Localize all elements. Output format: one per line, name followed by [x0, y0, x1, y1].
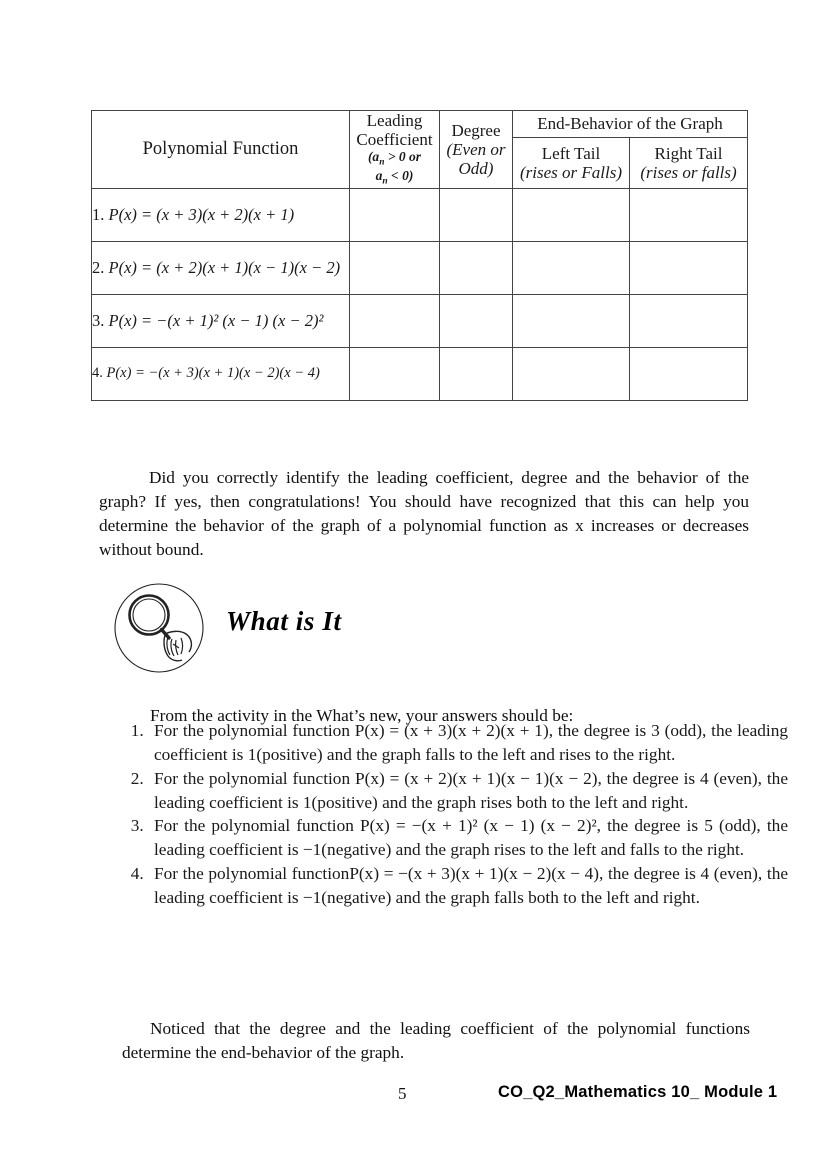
paragraph-noticed: Noticed that the degree and the leading coefficient of the polynomial functions determine the end-behavior of the graph. — [122, 1019, 750, 1063]
header-right-tail-main: Right Tail — [654, 143, 723, 163]
row-3-function — [92, 294, 350, 347]
header-right-tail-note: (rises or falls) — [640, 162, 737, 182]
list-item: 1. For the polynomial function P(x) = (x + 3)(x + 2)(x + 1), the degree is 3 (odd), the leading coefficient is 1(positive) and the graph falls to the left and rises to the right. — [148, 719, 788, 767]
row-1-right-tail-input[interactable] — [630, 188, 748, 241]
header-degree-note: (Even or Odd) — [446, 139, 506, 178]
header-degree-main: Degree — [451, 120, 501, 140]
row-2-degree-input[interactable] — [440, 241, 513, 294]
header-leading-coefficient-note — [350, 149, 439, 168]
row-4-right-tail-input[interactable] — [630, 347, 748, 400]
paragraph-from-activity: From the activity in the What’s new, your answers should be: — [150, 706, 574, 726]
note-a-lt: < 0) — [387, 168, 414, 184]
row-3-leading-coefficient-input[interactable] — [350, 294, 440, 347]
row-2-number: 2. — [92, 257, 105, 277]
header-end-behavior: End-Behavior of the Graph — [513, 111, 748, 138]
list-item: 3. For the polynomial function P(x) = −(x + 1)² (x − 1) (x − 2)², the degree is 5 (odd), the leading coefficient is −1(negative) and the graph rises to the left and falls to the right. — [148, 814, 788, 862]
header-polynomial-function: Polynomial Function — [92, 111, 350, 189]
row-1-number: 1. — [92, 204, 105, 224]
row-3-left-tail-input[interactable] — [513, 294, 630, 347]
magnifying-glass-hand-icon — [113, 582, 205, 674]
table-header-row-1 — [92, 111, 748, 138]
row-2-leading-coefficient-input[interactable] — [350, 241, 440, 294]
row-4-left-tail-input[interactable] — [513, 347, 630, 400]
header-leading-coefficient-main: Leading Coefficient — [356, 111, 433, 150]
row-2-left-tail-input[interactable] — [513, 241, 630, 294]
header-degree — [440, 111, 513, 189]
header-left-tail — [513, 137, 630, 188]
row-3-number: 3. — [92, 310, 105, 330]
what-is-it-section-header — [113, 582, 513, 682]
row-2-expression: P(x) = (x + 2)(x + 1)(x − 1)(x − 2) — [108, 257, 341, 277]
polynomial-table-wrapper — [91, 110, 747, 401]
note-subscript-1: n — [379, 157, 385, 168]
note-a-gt: > 0 or — [384, 149, 422, 165]
row-3-right-tail-input[interactable] — [630, 294, 748, 347]
what-is-it-title: What is It — [226, 606, 342, 636]
list-item: 2. For the polynomial function P(x) = (x + 2)(x + 1)(x − 1)(x − 2), the degree is 4 (even), the leading coefficient is 1(positive) and the graph rises both to the left and right. — [148, 767, 788, 815]
table-row — [92, 241, 748, 294]
table-row — [92, 188, 748, 241]
header-left-tail-note: (rises or Falls) — [520, 162, 622, 182]
row-4-degree-input[interactable] — [440, 347, 513, 400]
row-1-leading-coefficient-input[interactable] — [350, 188, 440, 241]
header-right-tail — [630, 137, 748, 188]
row-4-expression: P(x) = −(x + 3)(x + 1)(x − 2)(x − 4) — [106, 365, 320, 382]
row-1-degree-input[interactable] — [440, 188, 513, 241]
footer-module-label: CO_Q2_Mathematics 10_ Module 1 — [498, 1083, 778, 1101]
row-3-expression: P(x) = −(x + 1)² (x − 1) (x − 2)² — [108, 310, 324, 330]
polynomial-table — [91, 110, 748, 401]
note-a-open: (a — [367, 149, 380, 165]
answers-list — [122, 719, 788, 910]
header-left-tail-main: Left Tail — [541, 143, 601, 163]
note-subscript-2: n — [382, 177, 388, 188]
table-row — [92, 294, 748, 347]
row-1-left-tail-input[interactable] — [513, 188, 630, 241]
page-number: 5 — [398, 1084, 407, 1103]
row-4-function — [92, 347, 350, 400]
row-1-function — [92, 188, 350, 241]
paragraph-did-you-identify: Did you correctly identify the leading coefficient, degree and the behavior of the graph? If yes, then congratulations! You should have recognized that this can help you determine the behavior of the graph of a polynomial function as x increases or decreases without bound. — [99, 468, 749, 559]
table-row — [92, 347, 748, 400]
row-4-leading-coefficient-input[interactable] — [350, 347, 440, 400]
row-3-degree-input[interactable] — [440, 294, 513, 347]
row-2-function — [92, 241, 350, 294]
list-item: 4. For the polynomial functionP(x) = −(x + 3)(x + 1)(x − 2)(x − 4), the degree is 4 (even), the leading coefficient is −1(negative) and the graph falls both to the left and right. — [148, 862, 788, 910]
header-leading-coefficient — [350, 111, 440, 189]
row-1-expression: P(x) = (x + 3)(x + 2)(x + 1) — [108, 204, 295, 224]
header-leading-coefficient-note2 — [350, 168, 439, 187]
row-2-right-tail-input[interactable] — [630, 241, 748, 294]
note-a2: a — [375, 168, 383, 184]
row-4-number: 4. — [92, 365, 103, 382]
